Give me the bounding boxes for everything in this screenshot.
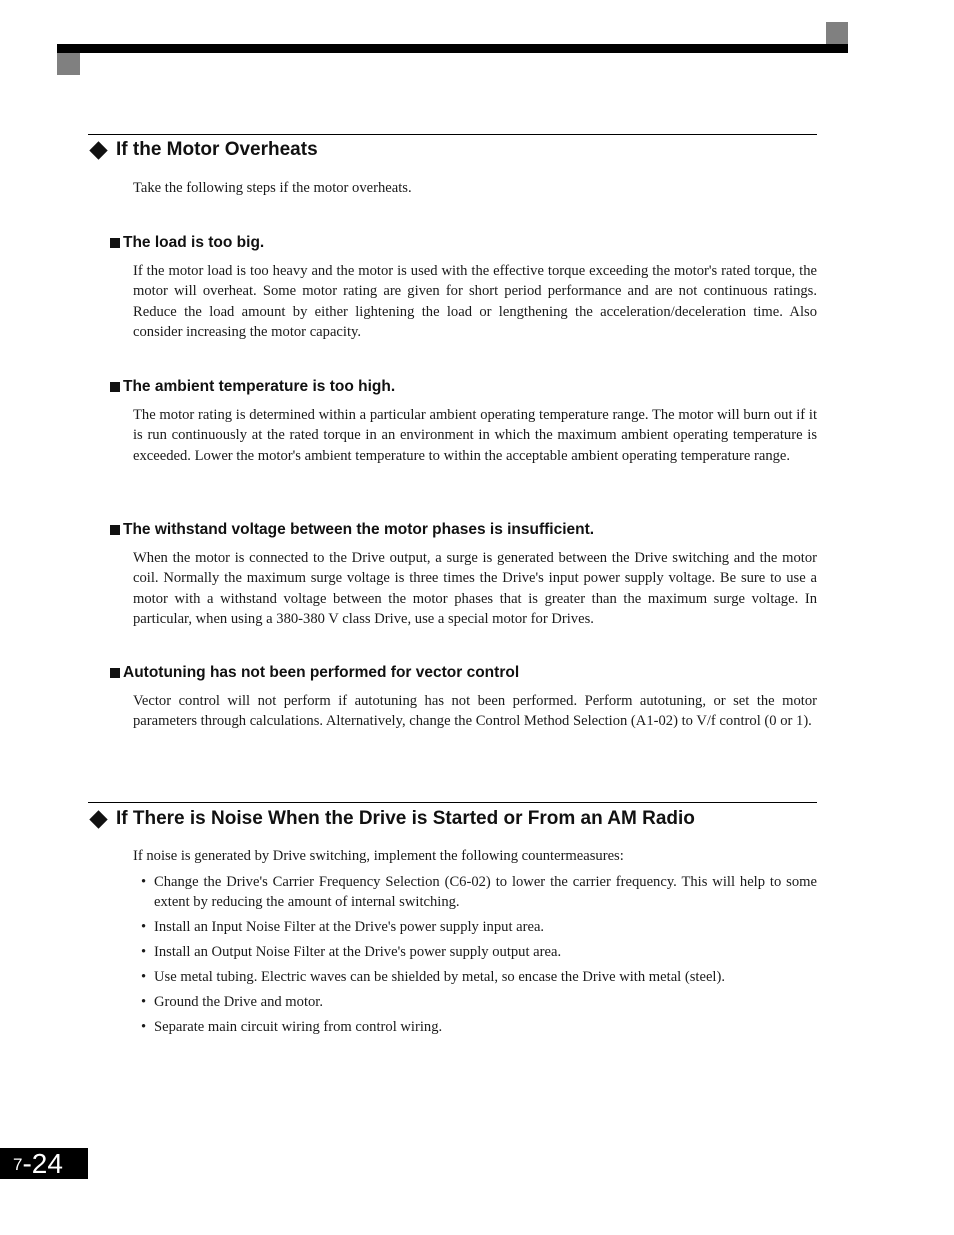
page-number-box bbox=[0, 1148, 88, 1179]
section-rule bbox=[88, 134, 817, 135]
diamond-bullet-icon bbox=[89, 810, 107, 828]
list-item: • Install an Input Noise Filter at the Drive's power supply input area. bbox=[141, 919, 545, 935]
subsection-title: The ambient temperature is too high. bbox=[123, 378, 396, 395]
subsection-body: If the motor load is too heavy and the motor is used with the effective torque exceeding the motor's rated torque, the motor will overheat. Some motor rating are given for short period performance and are not continuous ratings. Reduce the load amount by either lightening the load or lengthening the acceleration/deceleration time. Also consider increasing the motor capacity. bbox=[133, 263, 817, 341]
list-item: • Ground the Drive and motor. bbox=[141, 994, 324, 1010]
header-rule bbox=[57, 44, 848, 53]
bullet-dot-icon: • bbox=[141, 944, 147, 960]
subsection-title: Autotuning has not been performed for vector control bbox=[123, 664, 520, 681]
bullet-dot-icon: • bbox=[141, 994, 147, 1010]
countermeasure-list bbox=[141, 872, 817, 1042]
header-square-right bbox=[826, 22, 848, 44]
subsection-body: Vector control will not perform if autotuning has not been performed. Perform autotuning, or set the motor parameters through calculations. Alternatively, change the Control Method Selection (A1-02) to V/f control (0 or 1). bbox=[133, 693, 817, 730]
square-bullet-icon bbox=[110, 668, 120, 678]
subsection-title: The withstand voltage between the motor phases is insufficient. bbox=[123, 521, 595, 538]
subsection-heading bbox=[110, 521, 594, 539]
header-square-left bbox=[57, 53, 80, 75]
section-intro: Take the following steps if the motor overheats. bbox=[133, 180, 412, 196]
bullet-dot-icon: • bbox=[141, 1019, 147, 1035]
list-item: • Use metal tubing. Electric waves can be shielded by metal, so encase the Drive with metal (steel). bbox=[141, 969, 725, 985]
section-heading bbox=[90, 808, 695, 830]
section-heading bbox=[90, 139, 318, 161]
square-bullet-icon bbox=[110, 238, 120, 248]
bullet-dot-icon: • bbox=[141, 919, 147, 935]
subsection-heading bbox=[110, 378, 395, 396]
section-rule bbox=[88, 802, 817, 803]
square-bullet-icon bbox=[110, 525, 120, 535]
page-number: -24 bbox=[22, 1148, 63, 1179]
subsection-heading bbox=[110, 234, 264, 252]
square-bullet-icon bbox=[110, 382, 120, 392]
subsection-body: When the motor is connected to the Drive output, a surge is generated between the Drive switching and the motor coil. Normally the maximum surge voltage is three times the Drive's input power supply voltage. Be sure to use a motor with a withstand voltage between the motor phases that is greater than the maximum surge voltage. In particular, when using a 380-380 V class Drive, use a special motor for Drives. bbox=[133, 550, 817, 628]
list-item: • Change the Drive's Carrier Frequency Selection (C6-02) to lower the carrier frequency. This will help to some extent by reducing the amount of internal switching. bbox=[141, 874, 817, 910]
diamond-bullet-icon bbox=[89, 141, 107, 159]
section-title: If the Motor Overheats bbox=[116, 139, 318, 160]
list-item: • Install an Output Noise Filter at the Drive's power supply output area. bbox=[141, 944, 562, 960]
section-intro: If noise is generated by Drive switching, implement the following countermeasures: bbox=[133, 848, 624, 864]
chapter-number: 7 bbox=[13, 1155, 23, 1174]
bullet-dot-icon: • bbox=[141, 969, 147, 985]
subsection-body: The motor rating is determined within a particular ambient operating temperature range. The motor will burn out if it is run continuously at the rated torque in an environment in which the maximum ambient operating temperature is exceeded. Lower the motor's ambient temperature to within the acceptable ambient operating temperature range. bbox=[133, 407, 817, 464]
subsection-title: The load is too big. bbox=[123, 234, 265, 251]
subsection-heading bbox=[110, 664, 519, 682]
list-item: • Separate main circuit wiring from control wiring. bbox=[141, 1019, 443, 1035]
section-title: If There is Noise When the Drive is Started or From an AM Radio bbox=[116, 808, 695, 829]
bullet-dot-icon: • bbox=[141, 874, 147, 890]
